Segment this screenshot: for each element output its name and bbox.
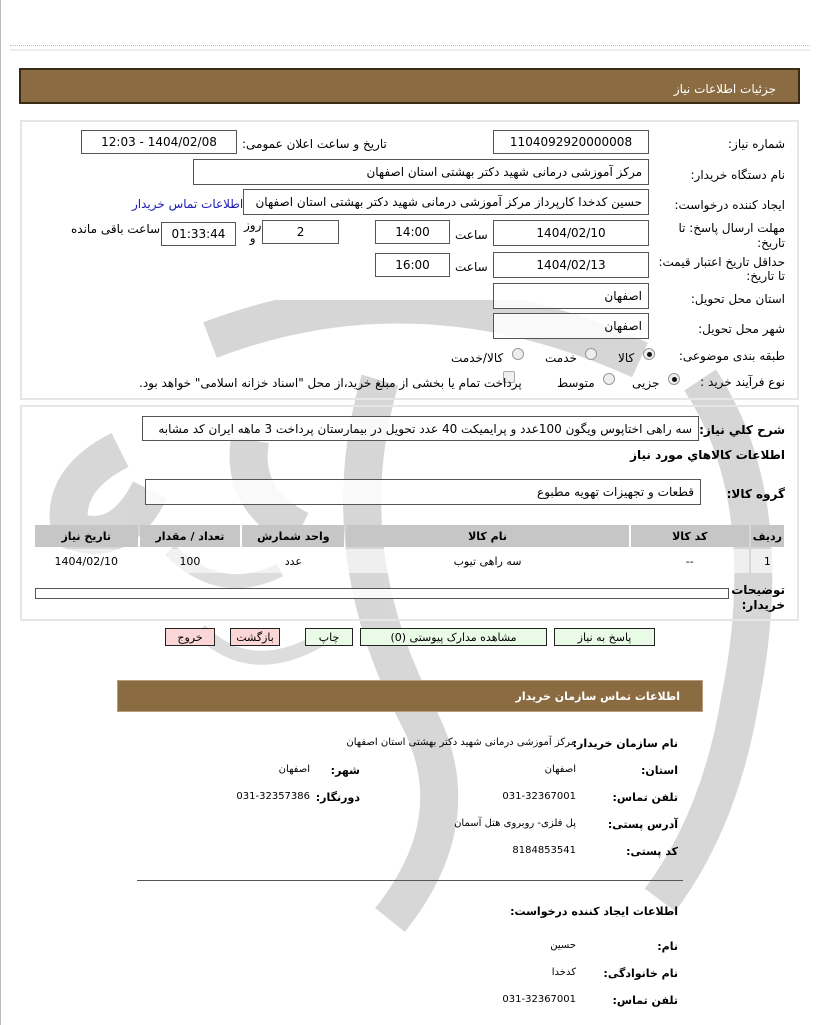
process-option-medium: متوسط [557,376,595,390]
address-value: پل فلزی- روبروی هتل آسمان [454,818,576,829]
buyer-notes-label [731,583,785,613]
requester-last-name-value: کدخدا [551,967,576,978]
reply-to-need-button[interactable]: پاسخ به نیاز [554,628,655,646]
col-goods-name: نام کالا [346,525,628,547]
reply-deadline-date-field: 1404/02/10 [493,220,649,246]
top-divider [10,45,810,51]
page-left-border [0,0,1,1025]
requester-last-name-label: نام خانوادگی: [603,967,678,980]
price-validity-time-label: ساعت [455,260,488,274]
buyer-contact-header-title: اطلاعات تماس سازمان خریدار [515,690,680,703]
city-label: شهر: [330,764,360,777]
need-number-label: شماره نیاز: [728,137,785,151]
fax-value: 031-32357386 [236,791,310,802]
requester-phone-value: 031-32367001 [502,994,576,1005]
reply-deadline-label-line1: مهلت ارسال پاسخ: تا [678,221,785,235]
back-button[interactable]: بازگشت [230,628,280,646]
price-validity-label-line1: حداقل تاریخ اعتبار قیمت: [658,255,785,269]
treasury-checkbox-label: پرداخت تمام یا بخشی از مبلغ خرید،از محل "اسناد خزانه اسلامی" خواهد بود. [139,376,522,390]
table-row [35,549,784,573]
reply-deadline-time-field: 14:00 [375,220,450,244]
exit-button[interactable]: خروج [165,628,215,646]
col-row-number: ردیف [751,525,784,547]
days-label [244,219,261,245]
process-radio-medium[interactable] [603,373,615,385]
org-name-value: مرکز آموزشی درمانی شهید دکتر بهشتی استان اصفهان [346,737,576,748]
category-option-goods: کالا [618,351,635,365]
category-radio-goods[interactable] [643,348,655,360]
category-option-goods-service: کالا/خدمت [451,351,504,365]
cell-need-date: 1404/02/10 [35,549,138,573]
announce-datetime-label: تاریخ و ساعت اعلان عمومی: [242,137,387,151]
need-description-label: شرح کلي نياز: [699,423,785,437]
goods-group-field: قطعات و تجهیزات تهویه مطبوع [145,479,701,505]
buyer-notes-label-line1: توضیحات [731,583,785,597]
category-radio-service[interactable] [585,348,597,360]
requester-first-name-label: نام: [657,940,678,953]
goods-group-label: گروه کالا: [726,487,785,501]
print-button[interactable]: چاپ [305,628,353,646]
creator-label: ایجاد کننده درخواست: [674,198,785,212]
province-label: استان: [641,764,678,777]
purchase-process-label: نوع فرآیند خرید : [700,375,785,389]
requester-first-name-value: حسین [550,940,576,951]
reply-time-label: ساعت [455,228,488,242]
cell-row-number: 1 [751,549,784,573]
cell-unit: عدد [242,549,344,573]
fax-label: دورنگار: [315,791,360,804]
price-validity-label [658,255,785,283]
category-option-service: خدمت [545,351,577,365]
city-value: اصفهان [278,764,310,775]
remaining-days-field: 2 [262,220,339,244]
col-quantity: تعداد / مقدار [140,525,241,547]
cell-quantity: 100 [140,549,241,573]
remaining-time-label: ساعت باقی مانده [71,222,161,236]
price-validity-label-line2: تا تاریخ: [746,269,785,283]
days-label-line2: و [249,231,256,245]
buyer-contact-link[interactable]: اطلاعات تماس خریدار [132,197,244,211]
buyer-org-label: نام دستگاه خریدار: [690,168,785,182]
buyer-notes-label-line2: خریدار: [741,598,785,612]
category-radio-goods-service[interactable] [512,348,524,360]
cell-goods-code: -- [631,549,749,573]
postal-code-label: کد پستی: [626,845,678,858]
reply-deadline-label-line2: تاریخ: [757,236,785,250]
view-attachments-button[interactable]: مشاهده مدارک پیوستی (0) [360,628,547,646]
phone-label: تلفن تماس: [612,791,678,804]
buyer-notes-field [35,588,729,599]
process-radio-minor[interactable] [668,373,680,385]
address-label: آدرس پستی: [607,818,678,831]
province-value: اصفهان [544,764,576,775]
remaining-time-field: 01:33:44 [161,222,236,246]
col-goods-code: کد کالا [631,525,749,547]
col-unit: واحد شمارش [242,525,344,547]
price-validity-time-field: 16:00 [375,253,450,277]
creator-field: حسین کدخدا کارپرداز مرکز آموزشی درمانی شهید دکتر بهشتی استان اصفهان [243,189,649,215]
col-need-date: تاریخ نیاز [35,525,138,547]
org-name-label: نام سازمان خریدار: [572,737,678,750]
phone-value: 031-32367001 [502,791,576,802]
process-option-minor: جزیی [632,376,660,390]
requester-title: اطلاعات ایجاد کننده درخواست: [510,905,678,918]
contact-divider [137,880,683,881]
delivery-city-field: اصفهان [493,313,649,339]
need-details-header [19,68,800,104]
delivery-province-label: استان محل تحویل: [690,292,785,306]
goods-table-header [35,525,784,547]
postal-code-value: 8184853541 [512,845,576,856]
price-validity-date-field: 1404/02/13 [493,252,649,278]
delivery-province-field: اصفهان [493,283,649,309]
goods-info-title: اطلاعات کالاهاي مورد نياز [630,448,785,462]
announce-datetime-field: 1404/02/08 - 12:03 [81,130,237,154]
goods-table [33,523,786,575]
reply-deadline-label [678,221,785,251]
need-number-field: 1104092920000008 [493,130,649,154]
requester-phone-label: تلفن تماس: [612,994,678,1007]
days-label-line1: روز [244,218,262,232]
buyer-org-field: مرکز آموزشی درمانی شهید دکتر بهشتی استان اصفهان [193,159,649,185]
need-description-field: سه راهی اختاپوس ویگون 100عدد و پرایمیکت 40 عدد تحویل در بیمارستان پرداخت 3 ماهه ایران کد مشابه [142,416,699,441]
header-title: جزئیات اطلاعات نیاز [673,82,776,96]
delivery-city-label: شهر محل تحویل: [698,322,785,336]
buyer-contact-header [117,680,703,712]
category-label: طبقه بندی موضوعی: [678,349,785,363]
cell-goods-name: سه راهی تیوب [346,549,628,573]
